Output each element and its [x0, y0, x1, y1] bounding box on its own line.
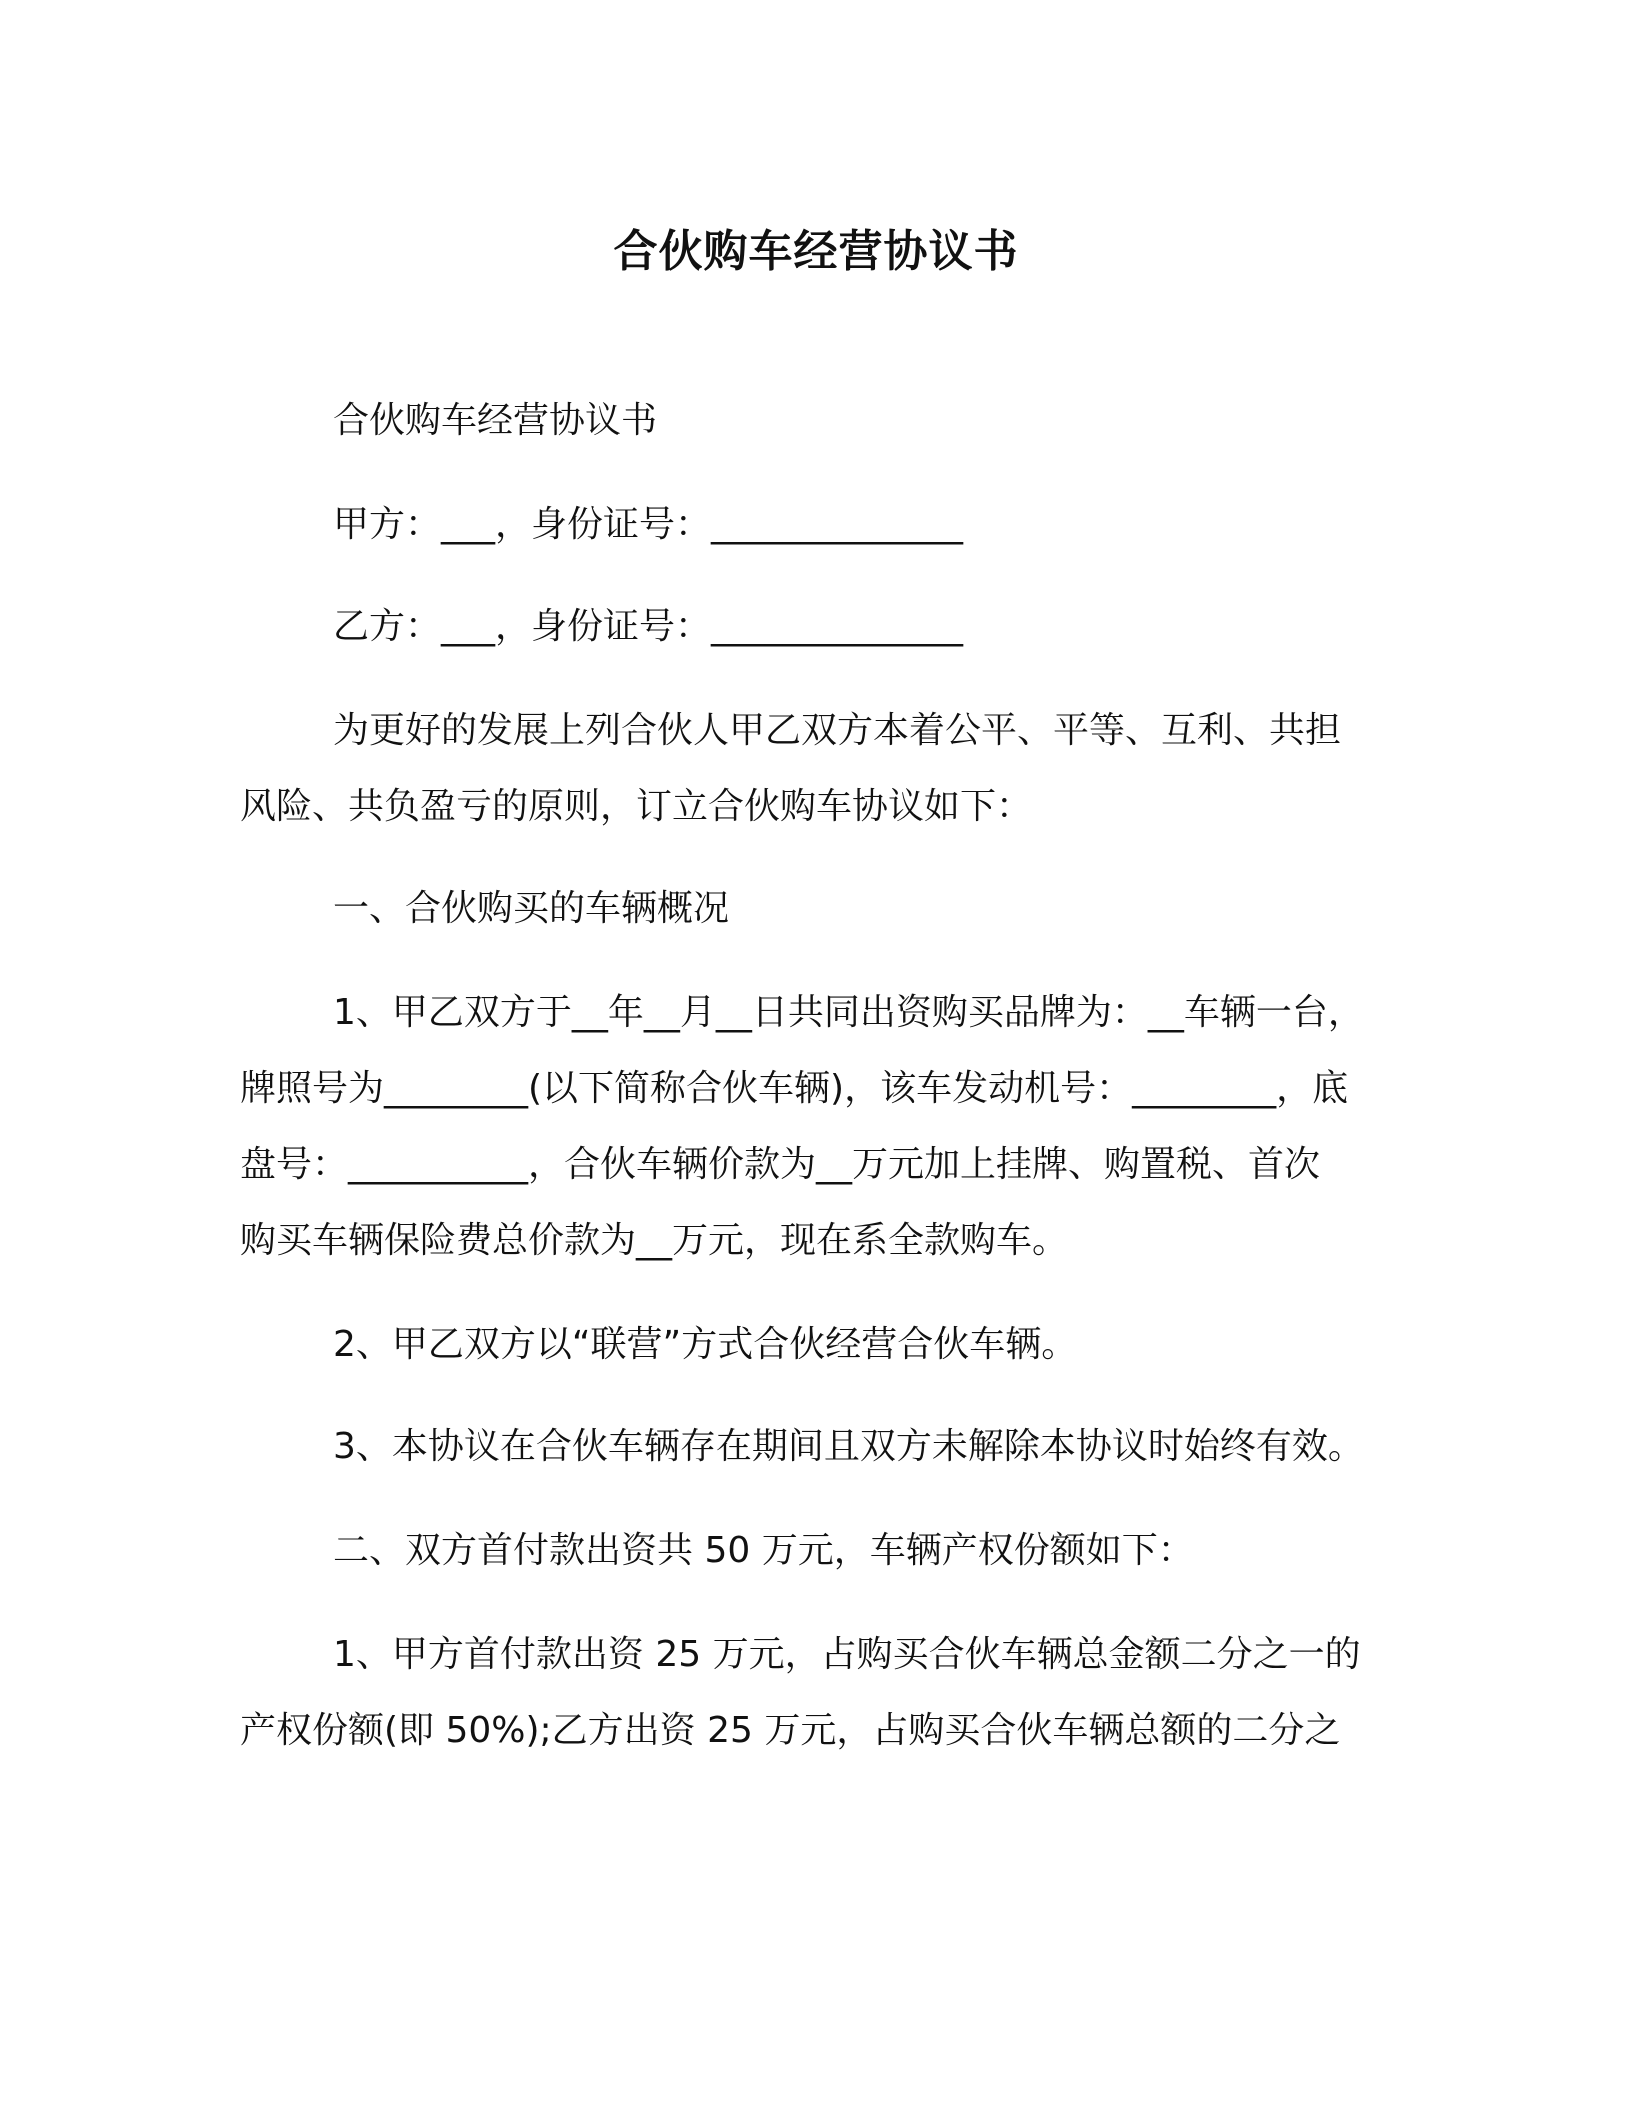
clause-2-1-line-1: 1、甲方首付款出资 25 万元，占购买合伙车辆总金额二分之一的: [333, 1634, 1361, 1675]
party-b-line: 乙方：___，身份证号：______________: [333, 606, 964, 647]
preamble-line-2: 风险、共负盈亏的原则，订立合伙购车协议如下：: [240, 786, 1033, 827]
clause-1-1-line-4: 购买车辆保险费总价款为__万元，现在系全款购车。: [240, 1220, 1069, 1261]
clause-1-1-line-2: 牌照号为________(以下简称合伙车辆)，该车发动机号：________，底: [240, 1068, 1349, 1109]
clause-1-1-line-1: 1、甲乙双方于__年__月__日共同出资购买品牌为：__车辆一台，: [333, 992, 1364, 1033]
clause-1-1-line-3: 盘号：__________，合伙车辆价款为__万元加上挂牌、购置税、首次: [240, 1144, 1321, 1185]
section-2-heading: 二、双方首付款出资共 50 万元，车辆产权份额如下：: [333, 1530, 1194, 1571]
document-title: 合伙购车经营协议书: [613, 226, 1019, 277]
section-1-heading: 一、合伙购买的车辆概况: [333, 888, 730, 929]
preamble-line-1: 为更好的发展上列合伙人甲乙双方本着公平、平等、互利、共担: [333, 710, 1342, 751]
subtitle-line: 合伙购车经营协议书: [333, 400, 658, 441]
clause-1-2: 2、甲乙双方以“联营”方式合伙经营合伙车辆。: [333, 1324, 1078, 1365]
clause-1-3: 3、本协议在合伙车辆存在期间且双方未解除本协议时始终有效。: [333, 1426, 1364, 1467]
party-a-line: 甲方：___，身份证号：______________: [333, 504, 964, 545]
clause-2-1-line-2: 产权份额(即 50%);乙方出资 25 万元，占购买合伙车辆总额的二分之: [240, 1710, 1341, 1751]
